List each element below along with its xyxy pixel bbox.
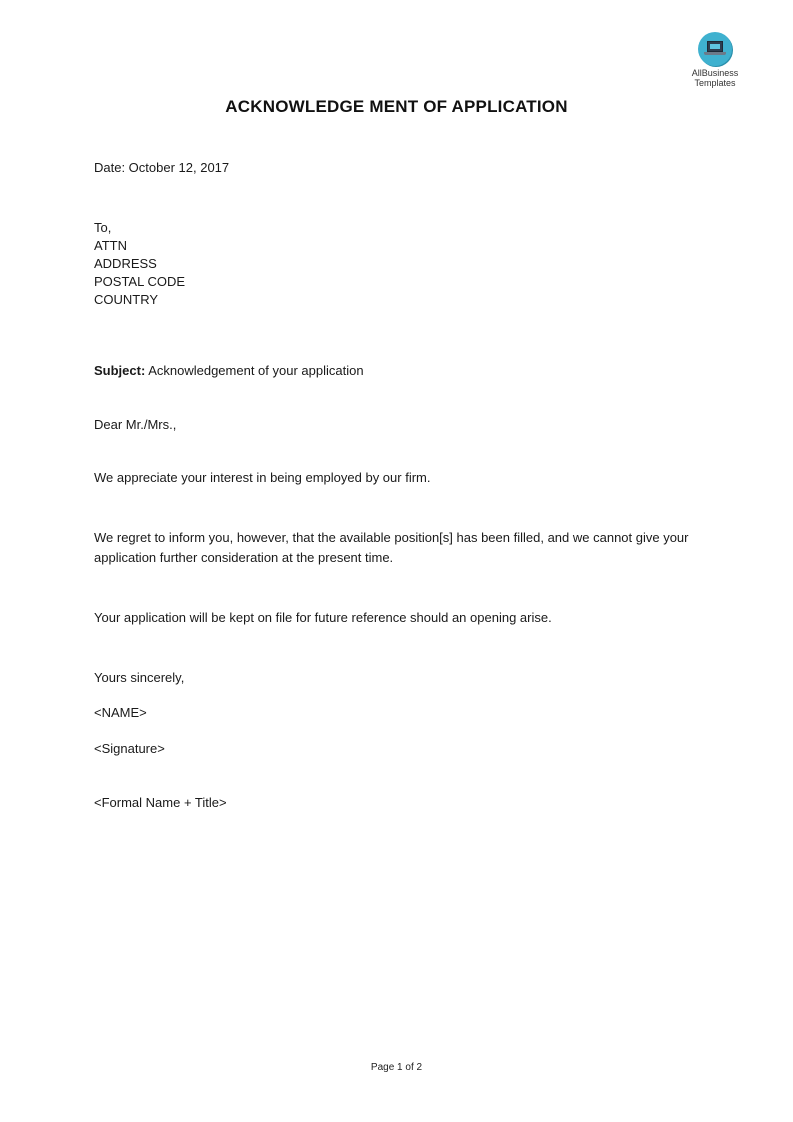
salutation: Dear Mr./Mrs.,: [94, 417, 177, 432]
closing: Yours sincerely,: [94, 670, 185, 685]
date-line: Date: October 12, 2017: [94, 160, 230, 175]
body-paragraph-2: We regret to inform you, however, that the available position[s] has been filled, and we cannot give your application further consideration at the present time.: [94, 530, 689, 565]
address-attn: ATTN: [94, 238, 127, 253]
address-postal-code: POSTAL CODE: [94, 274, 186, 289]
formal-name-title: <Formal Name + Title>: [94, 795, 227, 810]
body-paragraph-1: We appreciate your interest in being employed by our firm.: [94, 470, 431, 485]
laptop-icon: [698, 32, 732, 66]
address-street: ADDRESS: [94, 256, 157, 271]
logo-text: AllBusiness Templates: [691, 68, 739, 88]
subject-text: Acknowledgement of your application: [148, 363, 364, 378]
sender-name: <NAME>: [94, 705, 147, 720]
brand-logo[interactable]: [686, 32, 744, 88]
signature-placeholder: <Signature>: [94, 741, 165, 756]
page-number: Page 1 of 2: [370, 1062, 423, 1073]
body-paragraph-3: Your application will be kept on file for future reference should an opening arise.: [94, 610, 552, 625]
subject-label: Subject:: [94, 363, 146, 378]
document-title: ACKNOWLEDGE MENT OF APPLICATION: [225, 97, 568, 116]
subject-line: [94, 362, 364, 380]
address-to: To,: [94, 220, 112, 235]
address-country: COUNTRY: [94, 292, 159, 307]
